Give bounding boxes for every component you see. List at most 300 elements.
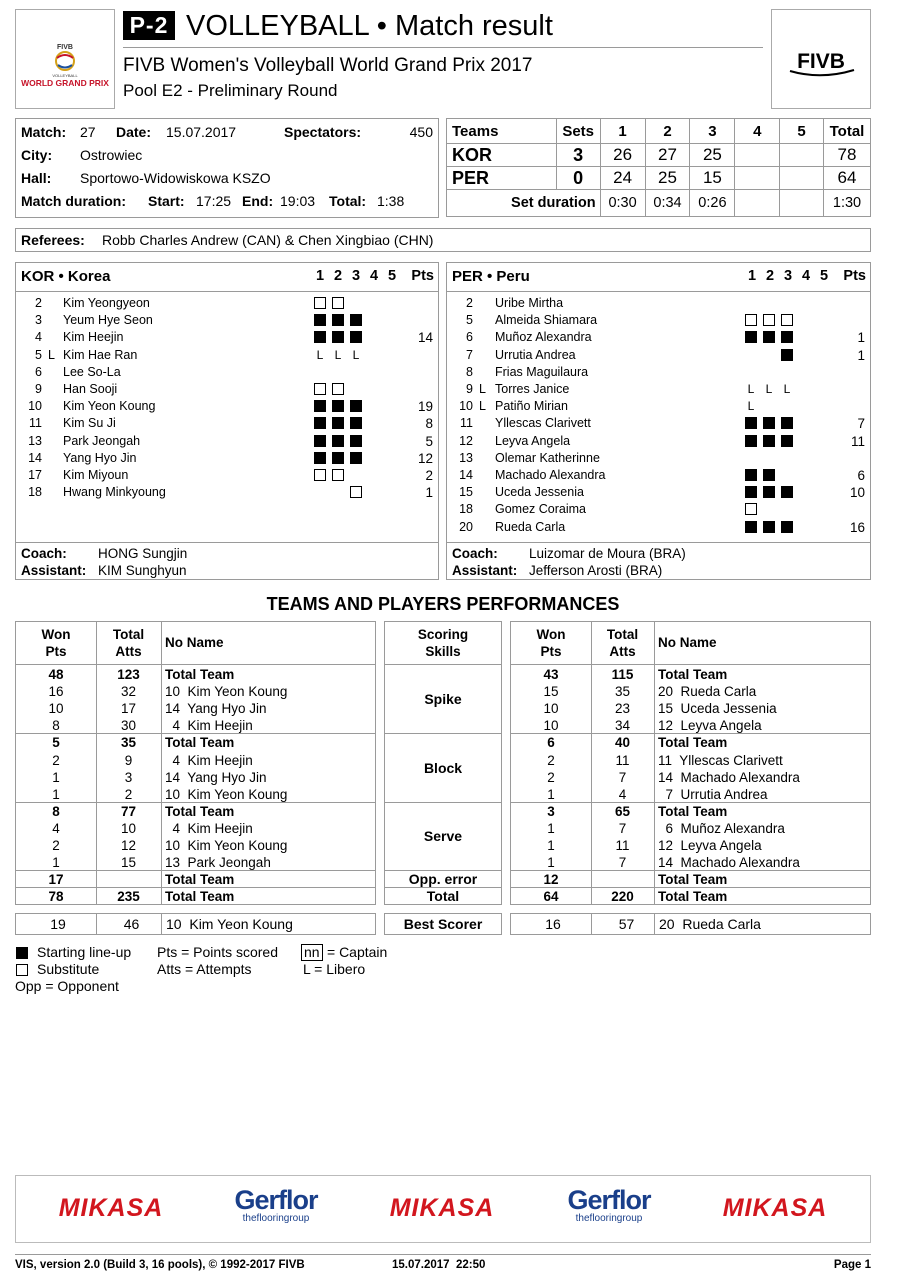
legend-opp: Opp = Opponent	[15, 978, 119, 994]
empty-set-cell	[368, 314, 380, 326]
player-row	[447, 381, 870, 398]
empty-set-cell	[817, 331, 829, 343]
player-number: 2	[466, 296, 473, 310]
libero-marker: L	[316, 347, 324, 362]
starting-lineup-icon	[332, 331, 344, 343]
empty-set-cell	[817, 349, 829, 361]
total-atts: 40	[614, 735, 631, 751]
player-points: 14	[417, 330, 433, 346]
performances-title: TEAMS AND PLAYERS PERFORMANCES	[266, 594, 620, 614]
player-number: 9	[35, 382, 42, 396]
empty-set-cell	[817, 503, 829, 515]
substitute-icon	[332, 469, 344, 481]
sets-won: 0	[556, 167, 600, 190]
starting-lineup-icon	[16, 947, 28, 959]
starting-lineup-icon	[314, 452, 326, 464]
empty-set-cell	[350, 383, 362, 395]
svg-text:VOLLEYBALL: VOLLEYBALL	[52, 73, 78, 78]
footer-page: Page 1	[833, 1259, 871, 1271]
spectators-count: 450	[409, 124, 433, 140]
won-pts: 3	[547, 803, 555, 819]
starting-lineup-icon	[745, 521, 757, 533]
set-duration-label: Set duration	[447, 190, 601, 217]
player-number: 5	[466, 313, 473, 328]
player-row	[447, 398, 870, 415]
mikasa-logo: MIKASA	[58, 1194, 164, 1222]
player-number: 7	[466, 347, 473, 362]
starting-lineup-icon	[763, 486, 775, 498]
starting-lineup-icon	[745, 331, 757, 343]
match-info-panel	[15, 118, 439, 218]
won-pts: 4	[52, 820, 60, 836]
best-pts: 16	[545, 916, 561, 932]
won-pts: 10	[543, 718, 559, 734]
empty-set-cell	[745, 349, 757, 361]
player-name: Rueda Carla	[495, 519, 566, 534]
player-row	[16, 450, 438, 467]
won-pts: 1	[547, 855, 555, 871]
player-number: 11	[460, 416, 473, 431]
player-name: Uribe Mirtha	[495, 296, 564, 310]
empty-set-cell	[368, 366, 380, 378]
starting-lineup-icon	[781, 349, 793, 361]
empty-set-cell	[368, 417, 380, 429]
empty-set-cell	[763, 297, 775, 309]
no-name-header: No Name	[658, 635, 717, 650]
total-atts: 3	[124, 769, 133, 785]
team-total-label: Total Team	[165, 667, 235, 682]
city-label: City:	[21, 147, 53, 163]
won-pts: 10	[48, 701, 64, 717]
player-row	[447, 484, 870, 501]
set-score: 26	[600, 144, 645, 167]
empty-set-cell	[763, 503, 775, 515]
player-number: 3	[35, 313, 42, 328]
match-date: 15.07.2017	[166, 124, 237, 140]
player-row	[16, 398, 438, 415]
player-points: 7	[857, 416, 865, 432]
team-total-label: Total Team	[165, 872, 235, 888]
player-points: 6	[857, 468, 865, 483]
player-points: 11	[850, 433, 865, 449]
player-number: 11	[29, 416, 42, 431]
skill-label: Total	[426, 888, 460, 905]
player-name: 14 Machado Alexandra	[658, 855, 800, 871]
empty-set-cell	[817, 314, 829, 326]
coach-label: Coach:	[21, 546, 67, 561]
empty-set-cell	[817, 417, 829, 429]
empty-set-cell	[799, 400, 811, 412]
player-name: Park Jeongah	[63, 433, 141, 448]
empty-set-cell	[368, 452, 380, 464]
empty-set-cell	[781, 297, 793, 309]
total-atts: 30	[120, 718, 137, 734]
team-name: KOR • Korea	[21, 268, 111, 285]
player-name: 14 Yang Hyo Jin	[165, 769, 267, 785]
starting-lineup-icon	[781, 331, 793, 343]
fivb-logo	[771, 9, 871, 109]
starting-lineup-icon	[314, 314, 326, 326]
total-atts: 11	[615, 752, 630, 768]
best-player: 20 Rueda Carla	[659, 916, 761, 932]
set-score	[780, 167, 824, 190]
substitute-icon	[314, 469, 326, 481]
player-number: 14	[28, 450, 42, 465]
starting-lineup-icon	[745, 469, 757, 481]
player-name: 20 Rueda Carla	[658, 684, 757, 700]
starting-lineup-icon	[781, 435, 793, 447]
player-number: 13	[28, 433, 42, 448]
referees-bar	[15, 228, 871, 252]
player-name: 10 Kim Yeon Koung	[165, 684, 288, 700]
starting-lineup-icon	[314, 435, 326, 447]
starting-lineup-icon	[350, 400, 362, 412]
player-points: 16	[849, 519, 865, 535]
player-number: 6	[35, 364, 42, 379]
report-title: VOLLEYBALL • Match result	[186, 10, 553, 42]
player-name: Hwang Minkyoung	[63, 485, 166, 500]
date-label: Date:	[116, 124, 152, 140]
total-atts: 235	[117, 889, 140, 905]
player-name: Patiño Mirian	[495, 399, 568, 414]
player-points: 1	[857, 347, 865, 363]
player-row	[16, 381, 438, 398]
total-points: 78	[823, 144, 870, 167]
legend-libero: L = Libero	[303, 961, 366, 977]
empty-set-cell	[368, 331, 380, 343]
player-row	[447, 467, 870, 484]
empty-set-cell	[781, 469, 793, 481]
empty-set-cell	[799, 521, 811, 533]
player-name: 15 Uceda Jessenia	[658, 701, 777, 717]
empty-set-cell	[799, 486, 811, 498]
hall-label: Hall:	[21, 170, 52, 186]
total-atts: 7	[618, 769, 627, 785]
starting-lineup-icon	[763, 435, 775, 447]
player-name: 6 Muñoz Alexandra	[658, 820, 785, 836]
libero-marker: L	[352, 347, 360, 362]
player-name: Kim Heejin	[63, 330, 124, 345]
empty-set-cell	[817, 469, 829, 481]
won-pts: 1	[52, 855, 60, 871]
substitute-icon	[763, 314, 775, 326]
substitute-icon	[350, 486, 362, 498]
gerflor-logo: Gerflor theflooringroup	[567, 1185, 651, 1224]
referees-label: Referees:	[21, 232, 85, 248]
total-atts: 123	[117, 667, 140, 682]
player-number: 10	[459, 399, 473, 414]
total-atts: 15	[120, 855, 137, 871]
won-pts: 43	[543, 667, 559, 682]
empty-set-cell	[781, 503, 793, 515]
libero-flag: L	[48, 347, 55, 362]
score-row-per	[447, 167, 871, 190]
total-atts: 34	[614, 718, 631, 734]
empty-set-cell	[386, 417, 398, 429]
starting-lineup-icon	[763, 417, 775, 429]
won-pts: 17	[48, 872, 64, 888]
starting-lineup-icon	[763, 469, 775, 481]
set-duration: 0:26	[690, 190, 735, 217]
team-code: PER	[447, 167, 557, 190]
empty-set-cell	[781, 452, 793, 464]
won-pts: 1	[52, 786, 60, 802]
empty-set-cell	[350, 469, 362, 481]
starting-lineup-icon	[350, 452, 362, 464]
libero-marker: L	[334, 347, 342, 362]
best-scorer-label: Best Scorer	[384, 913, 502, 935]
starting-lineup-icon	[332, 314, 344, 326]
player-number: 18	[459, 502, 473, 517]
player-name: Han Sooji	[63, 382, 118, 396]
captain-box: nn	[301, 944, 323, 961]
player-name: Uceda Jessenia	[495, 485, 584, 500]
total-atts: 17	[120, 701, 137, 717]
team-total-label: Total Team	[658, 735, 728, 751]
player-name: 10 Kim Yeon Koung	[165, 838, 288, 853]
player-row	[447, 347, 870, 364]
empty-set-cell	[781, 400, 793, 412]
teams-header: Teams	[447, 119, 557, 144]
starting-lineup-icon	[314, 331, 326, 343]
player-name: Kim Miyoun	[63, 468, 129, 482]
set-score	[735, 167, 780, 190]
set-score: 24	[600, 167, 645, 190]
coach-name: HONG Sungjin	[98, 546, 188, 561]
player-row	[16, 415, 438, 432]
svg-text:WORLD GRAND PRIX: WORLD GRAND PRIX	[21, 78, 109, 88]
set5-header: 5	[780, 119, 824, 144]
team-total-label: Total Team	[658, 872, 728, 888]
player-row	[16, 312, 438, 329]
start-label: Start:	[148, 193, 185, 209]
empty-set-cell	[386, 383, 398, 395]
empty-set-cell	[817, 486, 829, 498]
player-number: 9	[466, 382, 473, 396]
team-name: PER • Peru	[452, 268, 530, 285]
player-name: Yang Hyo Jin	[63, 450, 137, 465]
player-name: 12 Leyva Angela	[658, 838, 762, 853]
won-pts: 12	[543, 872, 559, 888]
player-name: Kim Yeon Koung	[63, 399, 156, 414]
substitute-icon	[745, 503, 757, 515]
legend	[15, 944, 435, 1000]
player-number: 14	[459, 468, 473, 482]
won-pts: 2	[547, 752, 555, 768]
mikasa-logo: MIKASA	[389, 1194, 495, 1222]
player-points: 10	[849, 485, 865, 501]
player-number: 6	[466, 330, 473, 345]
substitute-icon	[314, 297, 326, 309]
total-header: Total	[823, 119, 870, 144]
total-atts: 7	[618, 820, 627, 836]
set4-header: 4	[735, 119, 780, 144]
empty-set-cell	[386, 486, 398, 498]
team-total-label: Total Team	[658, 889, 728, 905]
empty-set-cell	[745, 452, 757, 464]
player-row	[16, 433, 438, 450]
starting-lineup-icon	[781, 521, 793, 533]
set-score: 15	[690, 167, 735, 190]
start-time: 17:25	[196, 193, 232, 209]
won-pts: 15	[543, 684, 559, 700]
total-atts: 11	[615, 838, 630, 853]
total-atts: 35	[120, 735, 137, 751]
won-pts: 2	[52, 838, 60, 853]
won-pts: 8	[52, 718, 60, 734]
empty-set-cell	[368, 435, 380, 447]
player-name: 14 Machado Alexandra	[658, 769, 800, 785]
player-name: Gomez Coraima	[495, 502, 586, 517]
player-name: Muñoz Alexandra	[495, 330, 592, 345]
empty-set-cell	[386, 400, 398, 412]
player-points: 1	[857, 330, 865, 346]
player-number: 4	[35, 330, 42, 345]
total-atts: 220	[611, 889, 634, 905]
total-atts: 9	[124, 752, 133, 768]
player-row	[16, 364, 438, 381]
svg-text:FIVB: FIVB	[57, 44, 73, 51]
empty-set-cell	[386, 349, 398, 361]
skill-label: Serve	[423, 828, 463, 844]
substitute-icon	[781, 314, 793, 326]
player-points: 2	[425, 468, 433, 483]
best-player: 10 Kim Yeon Koung	[166, 916, 293, 932]
best-atts: 46	[123, 916, 140, 932]
legend-captain: = Captain	[327, 944, 388, 960]
empty-set-cell	[350, 366, 362, 378]
player-row	[16, 467, 438, 484]
player-row	[447, 295, 870, 312]
fivb-logo-icon	[772, 10, 870, 108]
player-name: Yllescas Clarivett	[495, 416, 591, 431]
empty-set-cell	[799, 297, 811, 309]
starting-lineup-icon	[745, 435, 757, 447]
total-atts: 12	[120, 838, 137, 853]
empty-set-cell	[763, 400, 775, 412]
sponsor-banner	[15, 1175, 871, 1243]
player-name: 11 Yllescas Clarivett	[658, 752, 783, 768]
substitute-icon	[314, 383, 326, 395]
starting-lineup-icon	[314, 417, 326, 429]
won-pts: 2	[547, 769, 555, 785]
libero-flag: L	[479, 382, 486, 396]
player-number: 2	[35, 296, 42, 310]
score-table	[446, 118, 871, 217]
player-name: Lee So-La	[63, 364, 121, 379]
empty-set-cell	[745, 297, 757, 309]
total-atts: 7	[618, 855, 627, 871]
legend-starting: Starting line-up	[37, 944, 132, 960]
team-total-label: Total Team	[658, 803, 728, 819]
legend-pts: Pts = Points scored	[157, 944, 279, 960]
volleyball-logo-icon	[16, 10, 114, 108]
player-name: Yeum Hye Seon	[63, 313, 153, 328]
empty-set-cell	[386, 469, 398, 481]
player-row	[447, 415, 870, 432]
skill-label: Opp. error	[408, 871, 478, 888]
team-roster-kor: KOR • Korea 1 2 3 4 5 Pts 2 Kim Yeongyeon 3 Yeum Hye Seon 4 Kim Heejin 14 5 L Kim Hae Ran L L L 6 Lee So-La 9 Han Sooji 10 Kim Yeon Koung 19 11 Kim Su Ji 8 13 Park Jeongah 5 14 Yang Hyo Jin 12 17 Kim Miyoun 2 18 Hwang Minkyoung 1 Coach: HONG Sungjin Assistant: KIM Sunghyun	[15, 262, 439, 580]
starting-lineup-icon	[314, 400, 326, 412]
won-pts-header: Won Pts	[41, 627, 71, 659]
starting-lineup-icon	[332, 400, 344, 412]
substitute-icon	[745, 314, 757, 326]
starting-lineup-icon	[332, 435, 344, 447]
assistant-label: Assistant:	[452, 563, 518, 578]
performance-skills-column	[384, 621, 502, 905]
footer-timestamp: 15.07.2017 22:50	[392, 1259, 486, 1271]
player-points: 12	[417, 450, 433, 466]
empty-set-cell	[386, 297, 398, 309]
sets-won: 3	[556, 144, 600, 167]
player-number: 13	[459, 450, 473, 465]
empty-set-cell	[386, 435, 398, 447]
player-name: Kim Su Ji	[63, 416, 116, 431]
starting-lineup-icon	[763, 331, 775, 343]
total-atts: 23	[614, 701, 631, 717]
starting-lineup-icon	[350, 435, 362, 447]
starting-lineup-icon	[350, 417, 362, 429]
starting-lineup-icon	[332, 417, 344, 429]
set1-header: 1	[600, 119, 645, 144]
empty-set-cell	[817, 452, 829, 464]
set-score	[780, 144, 824, 167]
hall: Sportowo-Widowiskowa KSZO	[80, 170, 271, 186]
empty-set-cell	[817, 297, 829, 309]
empty-set-cell	[332, 486, 344, 498]
player-name: 10 Kim Yeon Koung	[165, 786, 288, 802]
duration-label: Match duration:	[21, 193, 126, 209]
mikasa-logo: MIKASA	[722, 1194, 828, 1222]
assistant-name: KIM Sunghyun	[98, 563, 187, 578]
empty-set-cell	[799, 314, 811, 326]
empty-set-cell	[386, 366, 398, 378]
empty-set-cell	[368, 400, 380, 412]
won-pts: 8	[52, 803, 60, 819]
set-duration-row	[447, 190, 871, 217]
starting-lineup-icon	[781, 486, 793, 498]
won-pts: 1	[547, 838, 555, 853]
empty-set-cell	[386, 452, 398, 464]
referees-names: Robb Charles Andrew (CAN) & Chen Xingbiao (CHN)	[102, 232, 434, 248]
empty-set-cell	[745, 366, 757, 378]
empty-set-cell	[799, 503, 811, 515]
won-pts: 10	[543, 701, 559, 717]
scoring-skills-header: Scoring Skills	[417, 627, 469, 659]
player-points: 19	[417, 399, 433, 415]
player-name: Machado Alexandra	[495, 468, 606, 482]
empty-set-cell	[799, 469, 811, 481]
svg-text:FIVB: FIVB	[797, 50, 845, 73]
player-points: 1	[425, 485, 433, 501]
spectators-label: Spectators:	[284, 124, 362, 140]
libero-marker: L	[747, 399, 755, 414]
team-total-label: Total Team	[165, 803, 235, 819]
event-name: FIVB Women's Volleyball World Grand Prix 2017	[123, 55, 533, 76]
player-row	[447, 329, 870, 346]
set-duration	[780, 190, 824, 217]
legend-atts: Atts = Attempts	[157, 961, 252, 977]
player-name: Kim Yeongyeon	[63, 296, 150, 310]
team-code: KOR	[447, 144, 557, 167]
player-number: 5	[35, 347, 42, 362]
footer-version: VIS, version 2.0 (Build 3, 16 pools), © 1992-2017 FIVB	[15, 1259, 305, 1271]
empty-set-cell	[799, 366, 811, 378]
city: Ostrowiec	[80, 147, 143, 163]
won-pts: 78	[48, 889, 64, 905]
won-pts: 16	[48, 684, 64, 700]
set-duration: 0:30	[600, 190, 645, 217]
